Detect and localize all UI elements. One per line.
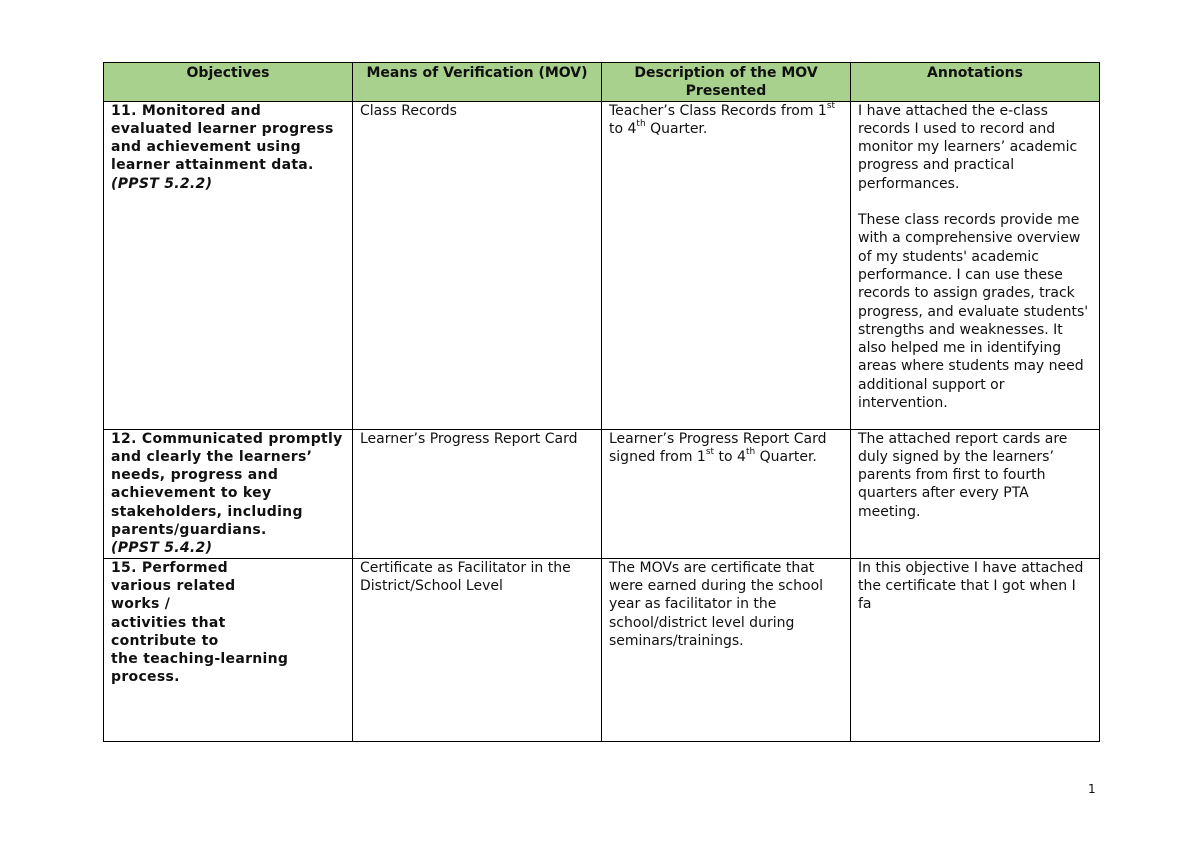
- objective-text: 12. Communicated promptly and clearly the learners’ needs, progress and achievement to key stakeholders, including parents/guardians.: [111, 430, 343, 539]
- mov-table: [103, 62, 1100, 742]
- header-annotations: Annotations: [851, 63, 1100, 102]
- objective-cell: [104, 101, 353, 429]
- objective-line: the teaching-learning: [111, 651, 289, 668]
- objective-line: activities that: [111, 614, 226, 631]
- objective-line: various related: [111, 577, 236, 594]
- objective-line: works /: [111, 596, 171, 613]
- table-header-row: [104, 63, 1100, 102]
- ppst-code: (PPST 5.4.2): [111, 540, 213, 557]
- mov-cell: Learner’s Progress Report Card: [353, 429, 602, 558]
- annotation-cell: The attached report cards are duly signed by the learners’ parents from first to fourth quarters after every PTA meeting.: [851, 429, 1100, 558]
- page-number: 1: [1088, 782, 1096, 796]
- annotation-paragraph: These class records provide me with a comprehensive overview of my students' academic performance. I can use these records to assign grades, track progress, and evaluate students' strengths and weaknesses. It also helped me in identifying areas where students may need additional support or intervention.: [858, 212, 1089, 412]
- annotation-cell: In this objective I have attached the certificate that I got when I fa: [851, 558, 1100, 741]
- description-cell: The MOVs are certificate that were earned during the school year as facilitator in the school/district level during seminars/trainings.: [602, 558, 851, 741]
- annotation-cell: [851, 101, 1100, 429]
- table-row: [104, 429, 1100, 558]
- mov-cell: Class Records: [353, 101, 602, 429]
- objective-line: process.: [111, 669, 180, 686]
- objective-line: 15. Performed: [111, 559, 228, 576]
- objective-line: contribute to: [111, 632, 219, 649]
- description-cell: Teacher’s Class Records from 1st to 4th Quarter.: [602, 101, 851, 429]
- header-description: Description of the MOV Presented: [602, 63, 851, 102]
- objective-cell: [104, 558, 353, 741]
- mov-cell: Certificate as Facilitator in the District/School Level: [353, 558, 602, 741]
- annotation-paragraph: I have attached the e-class records I used to record and monitor my learners’ academic progress and practical performances.: [858, 102, 1078, 192]
- ppst-code: (PPST 5.2.2): [111, 175, 213, 192]
- table-row: [104, 101, 1100, 429]
- header-objectives: Objectives: [104, 63, 353, 102]
- objective-text: 11. Monitored and evaluated learner progress and achievement using learner attainment data.: [111, 102, 334, 174]
- objective-cell: [104, 429, 353, 558]
- header-mov: Means of Verification (MOV): [353, 63, 602, 102]
- table-row: [104, 558, 1100, 741]
- description-cell: Learner’s Progress Report Card signed from 1st to 4th Quarter.: [602, 429, 851, 558]
